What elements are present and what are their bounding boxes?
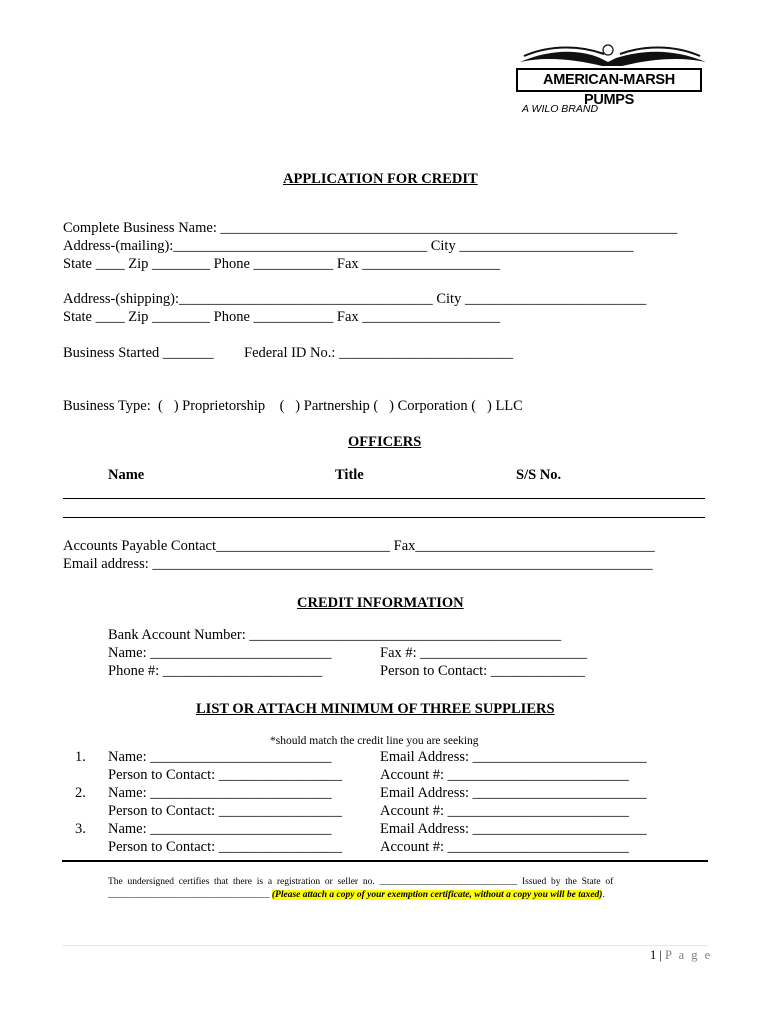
company-logo xyxy=(512,40,712,120)
supplier-email-field[interactable]: Email Address: ________________________ xyxy=(380,821,647,837)
seller-state-blank[interactable]: __________________________________ xyxy=(108,890,270,900)
supplier-email-field[interactable]: Email Address: ________________________ xyxy=(380,785,647,801)
federal-id-field[interactable]: Federal ID No.: ________________________ xyxy=(244,345,514,361)
page-label: P a g e xyxy=(665,948,713,962)
supplier-number: 2. xyxy=(75,785,86,801)
brand-tagline: A WILO BRAND xyxy=(522,103,599,115)
page-title: APPLICATION FOR CREDIT xyxy=(283,171,478,187)
shipping-state-row[interactable]: State ____ Zip ________ Phone ___________ Fax ___________________ xyxy=(63,309,501,325)
supplier-email-field[interactable]: Email Address: ________________________ xyxy=(380,749,647,765)
suppliers-heading: LIST OR ATTACH MINIMUM OF THREE SUPPLIERS xyxy=(196,701,555,717)
logo-wordmark: AMERICAN-MARSH PUMPS xyxy=(516,68,702,92)
page-num-value: 1 | xyxy=(650,948,666,962)
supplier-name-field[interactable]: Name: _________________________ xyxy=(108,821,332,837)
certify-line-1: The undersigned certifies that there is a registration or seller no. _____________________________ Issued by the State of xyxy=(108,877,614,887)
supplier-person-field[interactable]: Person to Contact: _________________ xyxy=(108,803,343,819)
bank-fax-field[interactable]: Fax #: _______________________ xyxy=(380,645,588,661)
officers-col-name: Name xyxy=(108,467,145,483)
ap-contact-field[interactable]: Accounts Payable Contact________________________ Fax_________________________________ xyxy=(63,538,655,554)
supplier-number: 1. xyxy=(75,749,86,765)
footer-divider xyxy=(62,945,708,946)
bank-name-field[interactable]: Name: _________________________ xyxy=(108,645,332,661)
bank-account-field[interactable]: Bank Account Number: ___________________________________________ xyxy=(108,627,562,643)
officers-col-title: Title xyxy=(335,467,364,483)
officer-entry-line-2[interactable] xyxy=(63,517,705,518)
officers-heading: OFFICERS xyxy=(348,434,422,450)
business-name-field[interactable]: Complete Business Name: _______________________________________________________________ xyxy=(63,220,678,236)
supplier-account-field[interactable]: Account #: _________________________ xyxy=(380,839,629,855)
email-address-field[interactable]: Email address: _____________________________________________________________________ xyxy=(63,556,653,572)
page-number xyxy=(650,948,712,963)
supplier-person-field[interactable]: Person to Contact: _________________ xyxy=(108,839,343,855)
business-started-field[interactable]: Business Started _______ xyxy=(63,345,214,361)
officer-entry-line-1[interactable] xyxy=(63,498,705,499)
exemption-note-highlight: (Please attach a copy of your exemption certificate, without a copy you will be taxed) xyxy=(271,890,603,900)
shipping-address-field[interactable]: Address-(shipping):___________________________________ City _________________________ xyxy=(63,291,647,307)
bank-phone-field[interactable]: Phone #: ______________________ xyxy=(108,663,323,679)
supplier-name-field[interactable]: Name: _________________________ xyxy=(108,785,332,801)
supplier-person-field[interactable]: Person to Contact: _________________ xyxy=(108,767,343,783)
supplier-number: 3. xyxy=(75,821,86,837)
officers-col-ss: S/S No. xyxy=(516,467,562,483)
business-type-options[interactable]: Business Type: ( ) Proprietorship ( ) Partnership ( ) Corporation ( ) LLC xyxy=(63,398,523,414)
section-divider xyxy=(62,860,708,862)
mailing-address-field[interactable]: Address-(mailing):___________________________________ City ________________________ xyxy=(63,238,634,254)
credit-info-heading: CREDIT INFORMATION xyxy=(297,595,464,611)
eagle-wings-icon xyxy=(512,40,712,70)
certify-period: . xyxy=(602,890,605,900)
suppliers-note: *should match the credit line you are seeking xyxy=(270,735,479,747)
supplier-name-field[interactable]: Name: _________________________ xyxy=(108,749,332,765)
certify-line-2 xyxy=(108,889,605,901)
bank-person-field[interactable]: Person to Contact: _____________ xyxy=(380,663,586,679)
mailing-state-row[interactable]: State ____ Zip ________ Phone ___________ Fax ___________________ xyxy=(63,256,501,272)
supplier-account-field[interactable]: Account #: _________________________ xyxy=(380,803,629,819)
supplier-account-field[interactable]: Account #: _________________________ xyxy=(380,767,629,783)
